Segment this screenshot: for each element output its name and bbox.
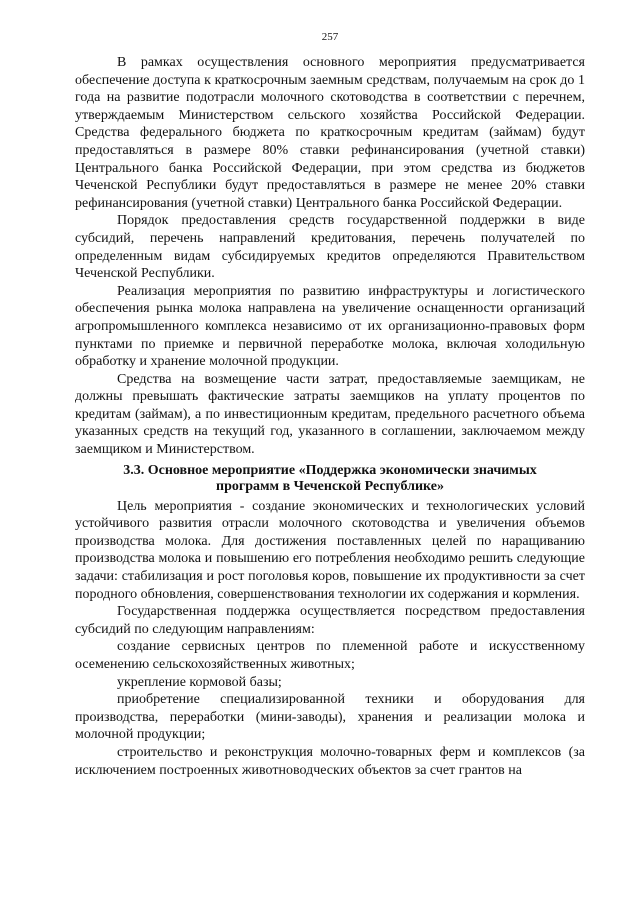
paragraph-infrastructure: Реализация мероприятия по развитию инфраструктуры и логистического обеспечения рынка молока направлена на увеличение оснащенности организаций агропромышленного комплекса независимо от их организационно-правовых форм пунктами по приемке и первичной переработке молока, включая холодильную обработку и хранение молочной продукции.: [75, 283, 585, 370]
list-item-service-centers: создание сервисных центров по племенной работе и искусственному осеменению сельскохозяйственных животных;: [75, 639, 585, 672]
section-heading: [75, 463, 585, 495]
section-heading-line-1: 3.3. Основное мероприятие «Поддержка экономически значимых: [123, 462, 537, 478]
list-item-feed-base: укрепление кормовой базы;: [117, 674, 282, 690]
paragraph-short-term-loans: В рамках осуществления основного мероприятия предусматривается обеспечение доступа к краткосрочным заемным средствам, получаемым на срок до 1 года на развитие подотрасли молочного скотоводства в соответствии с перечнем, утверждаемым Министерством сельского хозяйства Российской Федерации. Средства федерального бюджета по краткосрочным кредитам (займам) будут предоставляться в размере 80% ставки рефинансирования (учетной ставки) Центрального банка Российской Федерации, при этом средства из бюджетов Чеченской Республики будут предоставляться в размере не менее 20% ставки рефинансирования (учетной ставки) Центрального банка Российской Федерации.: [75, 55, 585, 211]
list-item-equipment: приобретение специализированной техники и оборудования для производства, переработки (мини-заводы), хранения и реализации молока и молочной продукции;: [75, 692, 585, 743]
paragraph-subsidy-procedure: Порядок предоставления средств государственной поддержки в виде субсидий, перечень направлений кредитования, перечень получателей по определенным видам субсидируемых кредитов определяются Правительством Чеченской Республики.: [75, 213, 585, 282]
paragraph-state-support: Государственная поддержка осуществляется посредством предоставления субсидий по следующим направлениям:: [75, 604, 585, 637]
page-number: 257: [321, 31, 339, 43]
section-heading-line-2: программ в Чеченской Республике»: [216, 478, 444, 494]
paragraph-cost-reimbursement: Средства на возмещение части затрат, предоставляемые заемщикам, не должны превышать фактические затраты заемщиков на уплату процентов по кредитам (займам), а по инвестиционным кредитам, предельного расчетного объема указанных средств на текущий год, указанного в соглашении, заключаемом между заемщиком и Министерством.: [75, 371, 585, 458]
list-item-construction: строительство и реконструкция молочно-товарных ферм и комплексов (за исключением построенных животноводческих объектов за счет грантов на: [75, 744, 585, 778]
document-page: [75, 30, 585, 779]
paragraph-goal: Цель мероприятия - создание экономических и технологических условий устойчивого развития отрасли молочного скотоводства и увеличения объемов производства молока. Для достижения поставленных целей по наращиванию производства молока и повышению его потребления необходимо решить следующие задачи: стабилизация и рост поголовья коров, повышение их продуктивности за счет породного обновления, совершенствования технологии их содержания и кормления.: [75, 498, 585, 602]
